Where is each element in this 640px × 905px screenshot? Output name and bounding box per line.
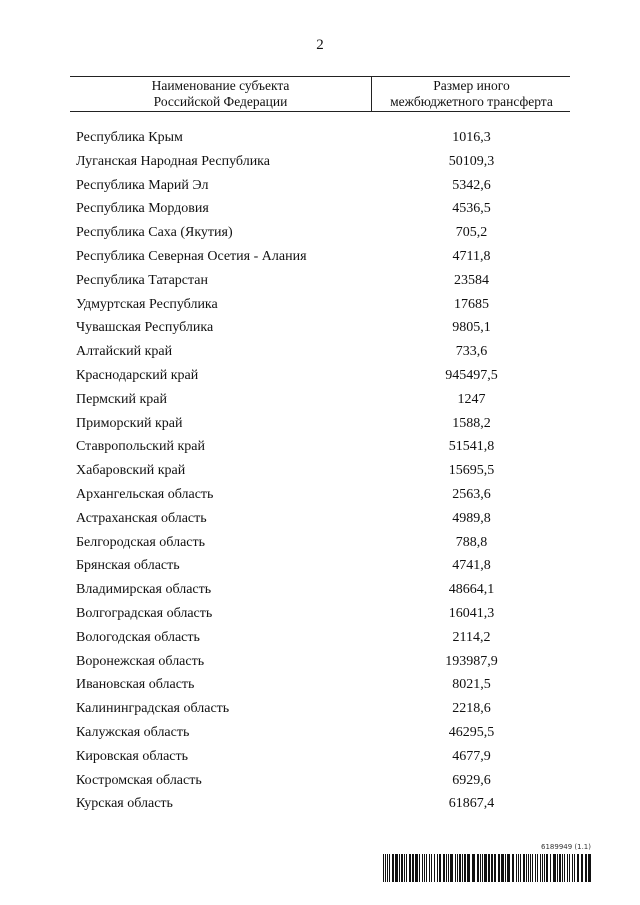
barcode-icon <box>383 854 593 882</box>
table-row <box>76 626 570 650</box>
transfer-amount: 48664,1 <box>448 582 495 598</box>
transfer-amount: 61867,4 <box>448 796 495 812</box>
header-subject-name <box>70 77 372 111</box>
transfer-amount: 2563,6 <box>452 486 491 502</box>
barcode-block <box>383 843 593 893</box>
table-row <box>76 697 570 721</box>
subject-name: Белгородская область <box>76 534 206 550</box>
transfer-amount: 1247 <box>457 391 486 407</box>
table-row <box>76 340 570 364</box>
subject-name: Брянская область <box>76 558 180 574</box>
table-row <box>76 174 570 198</box>
table-row <box>76 150 570 174</box>
transfer-amount: 788,8 <box>455 534 488 550</box>
page-number: 2 <box>316 37 324 53</box>
transfer-amount: 4741,8 <box>452 558 491 574</box>
subject-name: Республика Саха (Якутия) <box>76 225 233 241</box>
transfer-amount: 4989,8 <box>452 510 491 526</box>
subject-name: Пермский край <box>76 391 167 407</box>
subject-name: Курская область <box>76 796 173 812</box>
transfer-amount: 1588,2 <box>452 415 491 431</box>
subject-name: Алтайский край <box>76 344 173 360</box>
transfer-amount: 4536,5 <box>452 201 491 217</box>
transfer-amount: 50109,3 <box>448 153 495 169</box>
transfer-amount: 16041,3 <box>448 605 495 621</box>
transfer-amount: 6929,6 <box>452 772 491 788</box>
subject-name: Приморский край <box>76 415 183 431</box>
subject-name: Вологодская область <box>76 629 200 645</box>
barcode-label: 6189949 (1.1) <box>541 843 591 851</box>
transfer-amount: 5342,6 <box>452 177 491 193</box>
subject-name: Ивановская область <box>76 677 195 693</box>
table-row <box>76 126 570 150</box>
table-row <box>76 554 570 578</box>
table-row <box>76 316 570 340</box>
subject-name: Республика Северная Осетия - Алания <box>76 248 307 264</box>
transfer-amount: 23584 <box>454 272 489 288</box>
subject-name: Ставропольский край <box>76 439 205 455</box>
table-row <box>76 412 570 436</box>
transfer-amount: 51541,8 <box>448 439 495 455</box>
subject-name: Республика Марий Эл <box>76 177 209 193</box>
subject-name: Краснодарский край <box>76 367 199 383</box>
transfer-amount: 4677,9 <box>452 748 491 764</box>
table-row <box>76 459 570 483</box>
subject-name: Хабаровский край <box>76 463 186 479</box>
table-row <box>76 769 570 793</box>
transfer-amount: 945497,5 <box>445 367 498 383</box>
table-row <box>76 197 570 221</box>
table-header <box>70 76 570 112</box>
table-row <box>76 792 570 816</box>
transfer-amount: 193987,9 <box>445 653 498 669</box>
table-row <box>76 364 570 388</box>
subject-name: Луганская Народная Республика <box>76 153 270 169</box>
subject-name: Республика Мордовия <box>76 201 209 217</box>
transfer-amount: 733,6 <box>455 344 488 360</box>
header-col2-line1: Размер иного <box>433 78 510 93</box>
transfer-amount: 2218,6 <box>452 701 491 717</box>
transfer-amount: 17685 <box>454 296 489 312</box>
subject-name: Волгоградская область <box>76 605 213 621</box>
subject-name: Республика Татарстан <box>76 272 209 288</box>
subject-name: Кировская область <box>76 748 189 764</box>
table-row <box>76 483 570 507</box>
subject-name: Архангельская область <box>76 486 214 502</box>
table-row <box>76 293 570 317</box>
subject-name: Костромская область <box>76 772 202 788</box>
table-row <box>76 602 570 626</box>
subject-name: Республика Крым <box>76 130 183 145</box>
table-row <box>76 221 570 245</box>
table-row <box>76 578 570 602</box>
header-col1-line1: Наименование субъекта <box>151 78 290 93</box>
table-row <box>76 435 570 459</box>
transfer-amount: 9805,1 <box>452 320 491 336</box>
header-col2-line2: межбюджетного трансферта <box>390 94 553 109</box>
table-row <box>76 269 570 293</box>
transfer-amount: 4711,8 <box>452 248 491 264</box>
header-col1-line2: Российской Федерации <box>153 94 288 109</box>
table-row <box>76 721 570 745</box>
table-row <box>76 388 570 412</box>
table-body <box>76 126 570 816</box>
header-transfer-amount <box>373 77 570 111</box>
subject-name: Удмуртская Республика <box>76 296 218 312</box>
transfer-amount: 1016,3 <box>452 130 491 145</box>
subject-name: Астраханская область <box>76 510 207 526</box>
table-row <box>76 650 570 674</box>
table-row <box>76 507 570 531</box>
table-row <box>76 245 570 269</box>
transfer-amount: 46295,5 <box>448 724 495 740</box>
transfer-amount: 15695,5 <box>448 463 495 479</box>
table-row <box>76 531 570 555</box>
subject-name: Владимирская область <box>76 582 212 598</box>
subject-name: Калининградская область <box>76 701 230 717</box>
transfer-amount: 705,2 <box>455 225 488 241</box>
transfer-amount: 8021,5 <box>452 677 491 693</box>
subject-name: Воронежская область <box>76 653 205 669</box>
subject-name: Калужская область <box>76 724 190 740</box>
table-row <box>76 673 570 697</box>
table-row <box>76 745 570 769</box>
subject-name: Чувашская Республика <box>76 320 214 336</box>
transfer-amount: 2114,2 <box>452 629 491 645</box>
